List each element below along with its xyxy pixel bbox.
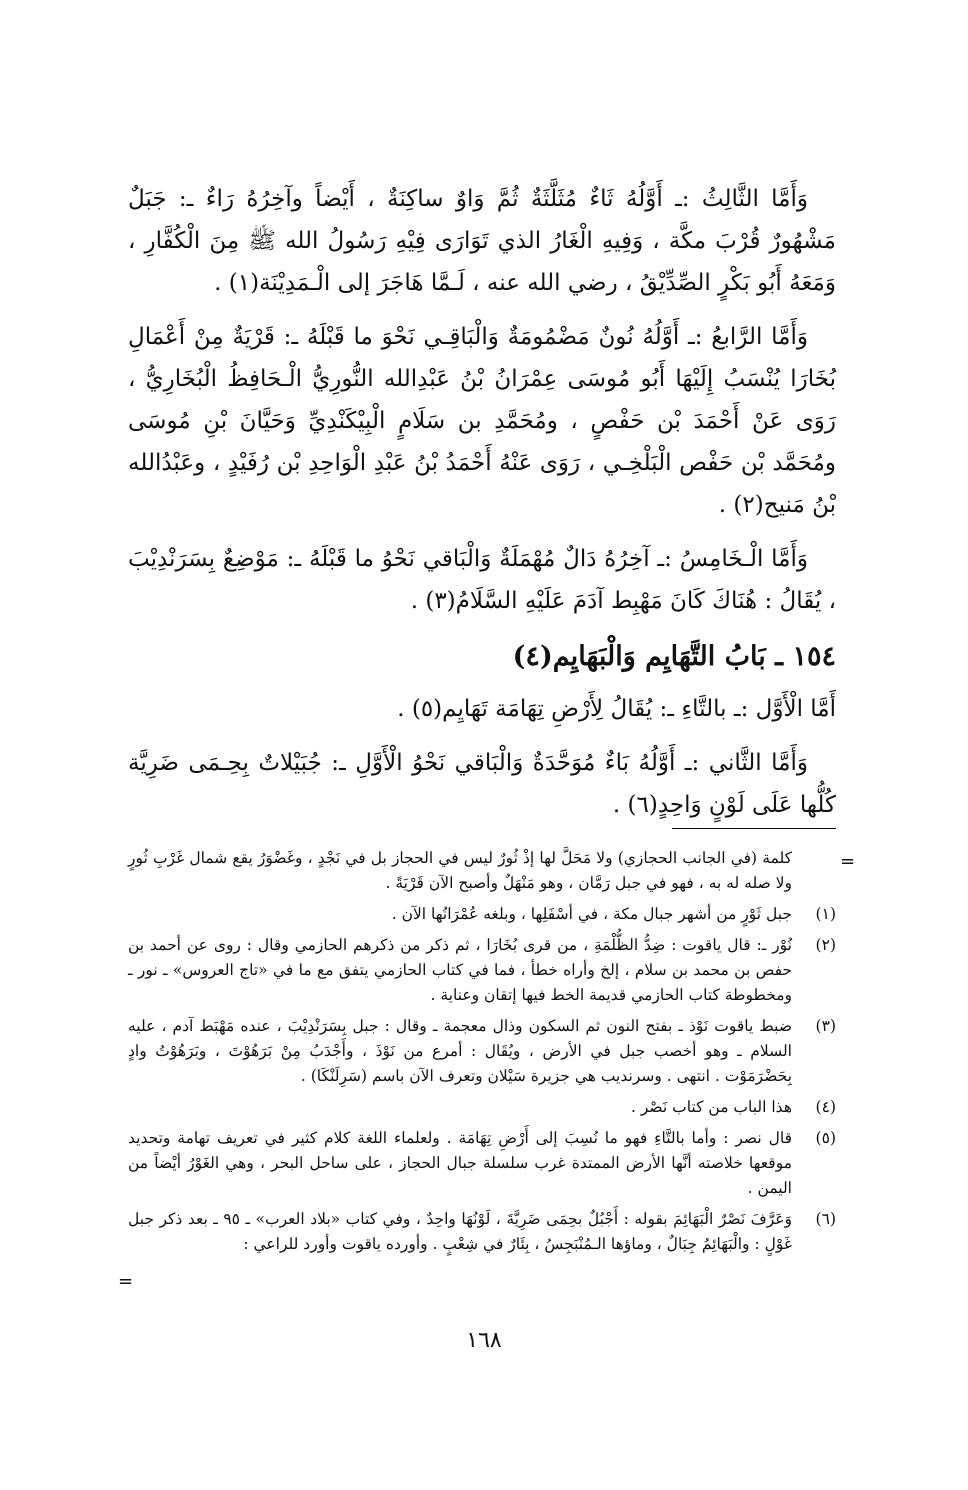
- footnote-text: ضبط ياقوت نَوْذ ـ بفتح النون ثم السكون وذال معجمة ـ وقال : جبل بِسَرَنْدِيْبَ ، عنده مَهْبَط آدم ، عليه السلام ـ وهو أخصب جبل في الأرض ، ويُقَال : أمرع من نَوْذَ ، وأَجْدَبُ مِنْ بَرَهُوْتَ ، وبَرَهُوْتُ وادٍ بِحَضْرَمَوْت . انتهى . وسرنديب هي جزيرة سَيْلان وتعرف الآن باسم (سَرِلَنْكَا) .: [128, 1017, 792, 1085]
- paragraph-fifth: وَأَمَّا الْـخَامِسُ :ـ آخِرُهُ دَالٌ مُهْمَلَةٌ وَالْبَاقي نَحْوُ ما قَبْلَهُ ـ: مَوْضِعٌ بِسَرَنْدِيْبَ ، يُقَالُ : هُنَاكَ كَانَ مَهْبِط آدَمَ عَلَيْهِ السَّلَامُ(٣) .: [128, 546, 836, 614]
- footnote-5: [128, 1126, 836, 1201]
- footnote-continuation: كلمة (في الجانب الحجازي) ولا مَحَلَّ لها إذْ ثُورٌ ليس في الحجاز بل في نَجْدٍ ، وغَضْوَرُ يقع شمال غَرْبِ ثُورٍ ولا صله له به ، فهو في جبل رَمَّان ، وهو مَنْهَلٌ وأصبح الآن قَرْيَةً .: [128, 849, 792, 892]
- footnote-6: [128, 1207, 836, 1257]
- footnote-text: قال نصر : وأما بالتَّاءِ فهو ما نُسِبَ إلى أَرْضِ تِهَامَة . ولعلماء اللغة كلام كثير في تعريف تهامة وتحديد موقعها خلاصته أنَّها الأرض الممتدة غرب سلسلة جبال الحجاز ، على ساحل البحر ، وهي الغَوْرُ أيْضاً من اليمن .: [128, 1129, 792, 1197]
- paragraph-third: وَأَمَّا الثَّالِثُ :ـ أَوَّلُهُ ثَاءٌ مُثَلَّثَةٌ ثُمَّ وَاوٌ ساكِنَةٌ ، أَيْضاً وآخِرُهُ رَاءٌ ـ: جَبَلٌ مَشْهُورٌ قُرْبَ مكَّة ، وَفِيهِ الْغَارُ الذي تَوَارَى فِيْهِ رَسُولُ الله ﷺ مِنَ الْكُفَّارِ ، وَمَعَهُ أَبُو بَكْرٍ الصِّدِّيْقُ ، رضي الله عنه ، لَـمَّا هَاجَرَ إلى الْـمَدِيْنَة(١) .: [128, 186, 836, 296]
- footnote-separator: [672, 828, 836, 829]
- footnote-1: [128, 902, 836, 927]
- paragraph-first-tahayim: أَمَّا الْأَوَّل :ـ بالتَّاءِ ـ: يُقَالُ لِأَرْضِ تِهَامَة تَهَايِم(٥) .: [397, 696, 836, 722]
- paragraph-fourth: وَأَمَّا الرَّابعُ :ـ أَوَّلُهُ نُونٌ مَضْمُومَةٌ وَالْبَاقِـي نَحْوَ ما قَبْلَهُ ـ: قَرْيَةٌ مِنْ أَعْمَالِ بُخَارَا يُنْسَبُ إِلَيْهَا أَبُو مُوسَى عِمْرَانُ بْنُ عَبْدِالله النُّورِيُّ الْـحَافِظُ الْبُخَارِيُّ ، رَوَى عَنْ أَحْمَدَ بْن حَفْصٍ ، ومُحَمَّدِ بن سَلَامٍ الْبِيْكَنْدِيِّ وَحَيَّانَ بْنِ مُوسَى ومُحَمَّد بْن حَفْص الْبَلْخِـي ، رَوَى عَنْهُ أَحْمَدُ بْنُ عَبْدِ الْوَاحِدِ بْن رُفَيْدٍ ، وعَبْدُالله بْنُ مَنيح(٢) .: [128, 324, 836, 518]
- footnote-number: (٢): [815, 936, 836, 954]
- footnote-text: جبل ثَوْرٍ من أشهر جبال مكة ، في أسْفَلِها ، وبلغه عُمْرَانُها الآن .: [391, 905, 792, 923]
- footnote-number: (٦): [815, 1210, 836, 1228]
- footnote-number: (٥): [815, 1129, 836, 1147]
- footnote-number: (٤): [815, 1098, 836, 1116]
- end-marker: =: [118, 1271, 134, 1292]
- footnote-number: (٣): [815, 1017, 836, 1035]
- footnotes: [128, 846, 836, 1263]
- continuation-marker: =: [840, 851, 856, 872]
- page-number: ١٦٨: [466, 1328, 502, 1353]
- footnote-4: [128, 1095, 836, 1120]
- footnote-text: هذا الباب من كتاب نَصْر .: [631, 1098, 792, 1116]
- main-text: [128, 178, 836, 838]
- footnote-text: وَعَرَّفَ نَصْرٌ الْبَهَائِمَ بقوله : أَجْبُلٌ بحِمَى ضَرِيَّةَ ، لَوْنُهَا واحِدٌ ، وفي كتاب «بلاد العرب» ـ ٩٥ ـ بعد ذكر جبل غَوْلٍ : والْبَهَائِمُ جِبَالٌ ، وماؤها الـمُنْبَجِسُ ، بِئَارٌ في شِعْبٍ . وأورده ياقوت وأورد للراعي :: [128, 1210, 792, 1253]
- footnote-text: نُوْر ـ: قال ياقوت : ضِدُّ الظُّلْمَةِ ، من قرى بُخَارَا ، ثم ذكر من ذكرهم الحازمي وقال : روى عن أحمد بن حفص بن محمد بن سلام ، إلخ وأراه خطأ ، فما في كتاب الحازمي يتفق مع ما في «تاج العروس» ـ نور ـ ومخطوطة كتاب الحازمي قديمة الخط فيها إتقان وعناية .: [128, 936, 792, 1004]
- section-heading: ١٥٤ ـ بَابُ التَّهَايِم وَالْبَهَايِم(٤): [512, 641, 836, 672]
- footnote-3: [128, 1014, 836, 1089]
- paragraph-second-bahayim: وَأَمَّا الثَّاني :ـ أَوَّلُهُ بَاءٌ مُوَحَّدَةٌ وَالْبَاقي نَحْوُ الْأَوَّلِ ـ: جُبَيْلاتٌ بِحِـمَى ضَرِيَّة كُلُّها عَلَى لَوْنٍ وَاحِدٍ(٦) .: [128, 750, 836, 818]
- footnote-number: (١): [815, 905, 836, 923]
- footnote-2: [128, 933, 836, 1008]
